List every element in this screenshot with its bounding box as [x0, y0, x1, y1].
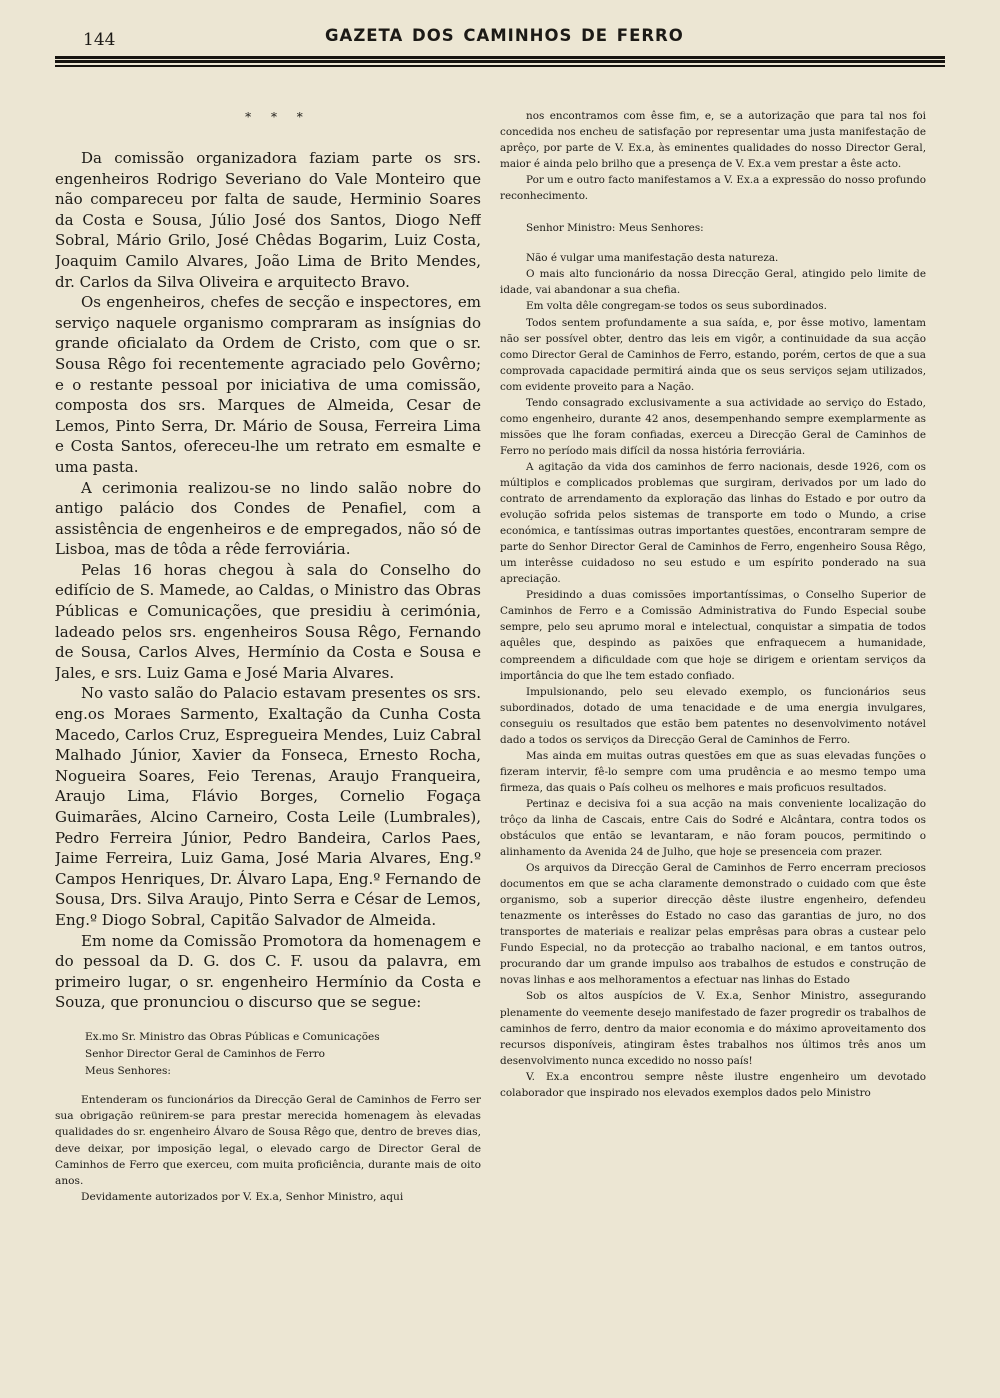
- journal-title: GAZETA DOS CAMINHOS DE FERRO: [325, 26, 684, 45]
- paragraph: No vasto salão do Palacio estavam presentes os srs. eng.os Moraes Sarmento, Exaltação da Cunha Costa Macedo, Carlos Cruz, Espregueira Mendes, Luiz Cabral Malhado Júnior, Xavier da Fonseca, Ernesto Rocha, Nogueira Soares, Feio Terenas, Araujo Franqueira, Araujo Lima, Flávio Borges, Cornelio Fogaça Guimarães, Alcino Carneiro, Costa Leile (Lumbrales), Pedro Ferreira Júnior, Pedro Bandeira, Carlos Paes, Jaime Ferreira, Luiz Gama, José Maria Alvares, Eng.º Campos Henriques, Dr. Álvaro Lapa, Eng.º Fernando de Sousa, Drs. Silva Araujo, Pinto Serra e César de Lemos, Eng.º Diogo Sobral, Capitão Salvador de Almeida.: [55, 684, 481, 929]
- header-rule-thin: [55, 65, 945, 67]
- page-header: [55, 22, 945, 52]
- left-column: [55, 110, 481, 1335]
- speech-paragraph: Tendo consagrado exclusivamente a sua actividade ao serviço do Estado, como engenheiro, durante 42 anos, desempenhando sempre exemplarmente as missões que lhe foram confiadas, exerceu a Direcção Geral de Caminhos de Ferro no período mais difícil da nossa história ferroviária.: [500, 396, 926, 457]
- speech-paragraph: Por um e outro facto manifestamos a V. Ex.a a expressão do nosso profundo reconhecimento.: [500, 174, 926, 203]
- speech-paragraph: O mais alto funcionário da nossa Direcção Geral, atingido pelo limite de idade, vai abandonar a sua chefia.: [500, 268, 926, 297]
- salutation-line: Ex.mo Sr. Ministro das Obras Públicas e Comunicações: [85, 1030, 380, 1043]
- paragraph: Da comissão organizadora faziam parte os srs. engenheiros Rodrigo Severiano do Vale Monteiro que não compareceu por falta de saude, Herminio Soares da Costa e Sousa, Júlio José dos Santos, Diogo Neff Sobral, Mário Grilo, José Chêdas Bogarim, Luiz Costa, Joaquim Camilo Alvares, João Lima de Brito Mendes, dr. Carlos da Silva Oliveira e arquitecto Bravo.: [55, 149, 481, 291]
- paragraph: Em nome da Comissão Promotora da homenagem e do pessoal da D. G. dos C. F. usou da palavra, em primeiro lugar, o sr. engenheiro Hermínio da Costa e Souza, que pronunciou o discurso que se segue:: [55, 931, 481, 1012]
- report-text: [55, 148, 481, 1013]
- speech-paragraph: Sob os altos auspícios de V. Ex.a, Senhor Ministro, assegurando plenamente do veemente desejo manifestado de fazer progredir os trabalhos de caminhos de ferro, dentro da maior economia e do máximo aproveitamento dos recursos disponíveis, atingiram êstes trabalhos nos últimos três anos um desenvolvimento nunca excedido no nosso país!: [500, 990, 926, 1067]
- header-rule: [55, 56, 945, 63]
- speech-paragraph: Não é vulgar uma manifestação desta natureza.: [526, 252, 779, 265]
- speech-heading: Senhor Ministro: Meus Senhores:: [526, 222, 704, 235]
- speech-paragraph: Os arquivos da Direcção Geral de Caminhos de Ferro encerram preciosos documentos em que se acha claramente demonstrado o cuidado com que êste organismo, sob a superior direcção dêste ilustre engenheiro, defendeu tenazmente os interêsses do Estado no caso das garantias de juro, no dos transportes de materiais e realizar pelas emprêsas para obras a custear pelo Fundo Especial, no da protecção ao trabalho nacional, e em tantos outros, procurando dar um grande impulso aos trabalhos de estudos e construção de novas linhas e aos melhoramentos a efectuar nas linhas do Estado: [500, 862, 926, 987]
- section-separator: * * *: [245, 110, 311, 124]
- salutation-line: Meus Senhores:: [85, 1064, 171, 1077]
- speech-paragraph: Mas ainda em muitas outras questões em que as suas elevadas funções o fizeram intervir, fê-lo sempre com uma prudência e ao mesmo tempo uma firmeza, das quais o País colheu os melhores e mais proficuos resultados.: [500, 749, 926, 794]
- paragraph: A cerimonia realizou-se no lindo salão nobre do antigo palácio dos Condes de Penafiel, com a assistência de engenheiros e de empregados, não só de Lisboa, mas de tôda a rêde ferroviária.: [55, 478, 481, 559]
- speech-paragraph: Presidindo a duas comissões importantíssimas, o Conselho Superior de Caminhos de Ferro e a Comissão Administrativa do Fundo Especial soube sempre, pelo seu aprumo moral e intelectual, conquistar a simpatia de todos aquêles que, despindo as paixões que enfraquecem a humanidade, compreendem a dificuldade com que hoje se dirigem e orientam serviços da importância do que lhe tem estado confiado.: [500, 589, 926, 682]
- speech-paragraph: nos encontramos com êsse fim, e, se a autorização que para tal nos foi concedida nos encheu de satisfação por representar uma justa manifestação de aprêço, por parte de V. Ex.a, às eminentes qualidades do nosso Director Geral, maior é ainda pelo brilho que a presença de V. Ex.a vem prestar a êste acto.: [500, 110, 926, 171]
- speech-text: [55, 1092, 481, 1205]
- speech-paragraph: A agitação da vida dos caminhos de ferro nacionais, desde 1926, com os múltiplos e complicados problemas que surgiram, derivados por um lado do contrato de arrendamento da exploração das linhas do Estado e por outro da evolução sofrida pelos sistemas de transporte em todo o Mundo, a crise económica, e tantíssimas outras importantes questões, encontraram sempre de parte do Senhor Director Geral de Caminhos de Ferro, engenheiro Sousa Rêgo, um interêsse cuidadoso no seu estudo e um espírito ponderado na sua apreciação.: [500, 460, 926, 586]
- speech-paragraph: Entenderam os funcionários da Direcção Geral de Caminhos de Ferro ser sua obrigação reünirem-se para prestar merecida homenagem às elevadas qualidades do sr. engenheiro Álvaro de Sousa Rêgo que, dentro de breves dias, deve deixar, por imposição legal, o elevado cargo de Director Geral de Caminhos de Ferro que exerceu, com muita proficiência, durante mais de oito anos.: [55, 1093, 481, 1187]
- paragraph: Os engenheiros, chefes de secção e inspectores, em serviço naquele organismo compraram as insígnias do grande oficialato da Ordem de Cristo, com que o sr. Sousa Rêgo foi recentemente agraciado pelo Govêrno; e o restante pessoal por iniciativa de uma comissão, composta dos srs. Marques de Almeida, Cesar de Lemos, Pinto Serra, Dr. Mário de Sousa, Ferreira Lima e Costa Santos, ofereceu-lhe um retrato em esmalte e uma pasta.: [55, 293, 481, 476]
- speech-paragraph: Todos sentem profundamente a sua saída, e, por êsse motivo, lamentam não ser possível obter, dentro das leis em vigôr, a continuidade da sua acção como Director Geral de Caminhos de Ferro, estando, porém, certos de que a sua comprovada capacidade permitirá ainda que os seus serviços sejam utilizados, com evidente proveito para a Nação.: [500, 316, 926, 393]
- page-number: 144: [83, 30, 116, 50]
- speech-paragraph: V. Ex.a encontrou sempre nêste ilustre engenheiro um devotado colaborador que inspirado nos elevados exemplos dados pelo Ministro: [500, 1070, 926, 1099]
- speech-paragraph: Pertinaz e decisiva foi a sua acção na mais conveniente localização do trôço da linha de Cascais, entre Cais do Sodré e Alcântara, contra todos os obstáculos que então se levantaram, e não foram poucos, permitindo o alinhamento da Avenida 24 de Julho, que hoje se presenceia com prazer.: [500, 797, 926, 859]
- speech-paragraph: Impulsionando, pelo seu elevado exemplo, os funcionários seus subordinados, dotado de uma tenacidade e de uma energia invulgares, conseguiu os resultados que estão bem patentes no desenvolvimento notável dado a todos os serviços da Direcção Geral de Caminhos de Ferro.: [500, 685, 926, 746]
- paragraph: Pelas 16 horas chegou à sala do Conselho do edifício de S. Mamede, ao Caldas, o Ministro das Obras Públicas e Comunicações, que presidiu à cerimónia, ladeado pelos srs. engenheiros Sousa Rêgo, Fernando de Sousa, Carlos Alves, Hermínio da Costa e Sousa e Jales, e srs. Luiz Gama e José Maria Alvares.: [55, 560, 481, 682]
- speech-salutation: [85, 1029, 481, 1080]
- salutation-line: Senhor Director Geral de Caminhos de Ferro: [85, 1047, 325, 1060]
- speech-text-continued: [500, 108, 926, 1101]
- right-column: [500, 108, 926, 1338]
- speech-paragraph: Em volta dêle congregam-se todos os seus subordinados.: [526, 300, 827, 313]
- speech-paragraph: Devidamente autorizados por V. Ex.a, Senhor Ministro, aqui: [81, 1191, 404, 1204]
